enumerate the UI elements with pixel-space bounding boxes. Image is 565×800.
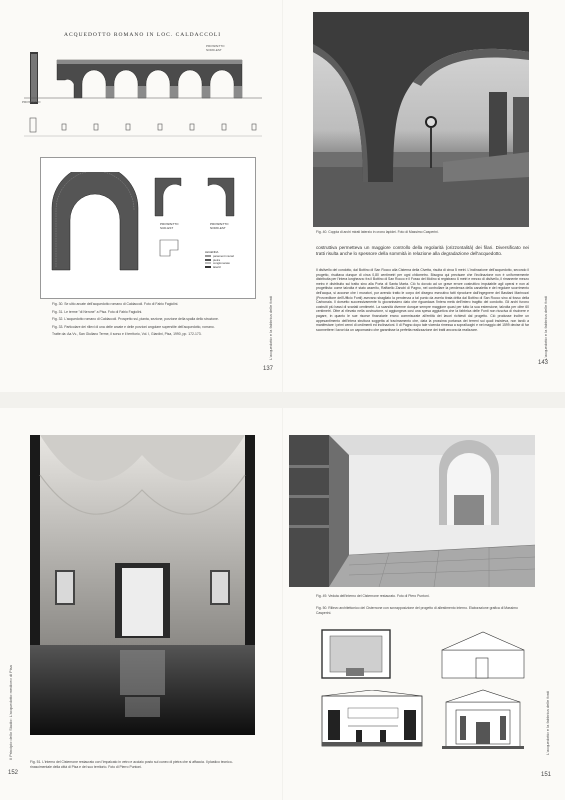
- cisternone-plan-drawing: [318, 626, 398, 682]
- detail-elevation-sud-est: [153, 172, 183, 217]
- elevation-label-a: PROSPETTO: [206, 44, 225, 48]
- page-number-137: 137: [263, 366, 274, 372]
- detail-label-1: PROSPETTO: [160, 222, 179, 226]
- cisternone-section-drawing: [318, 690, 428, 752]
- arch-section-drawing: [46, 172, 144, 272]
- caption-fig-30: Fig. 30. Se ultio arcate dell'acquedotto romano di Caldaccoli. Foto di Fabio Fagiolini.: [52, 302, 179, 306]
- legend-item: laterizi: [205, 266, 234, 270]
- lead-paragraph: costruttiva permetteva un maggiore controllo della regolarità (orizzontalità) dei filari. Diversificato nei tratti risulta anche lo spessore della sommità in relazione alla degradazione dell'acquedotto.: [316, 245, 529, 256]
- caption-fig-50: Fig. 50. Rilievo architettonico del Cisternone con sovrapposizione del progetto di allestimento interno. Elaborazione grafica di Massimo Casperini.: [316, 606, 518, 615]
- caption-list: [52, 302, 262, 337]
- legend-title: LEGENDA: [205, 250, 219, 254]
- detail-elevation-nord-est: [206, 172, 236, 217]
- caption-fig-33: Fig. 33. Particolare dei rilievi di una delle arcate e delle porzioni angolare superstite dell'acquedotto, romano.: [52, 324, 215, 329]
- page-number-143: 143: [538, 360, 549, 366]
- drawing-title: ACQUEDOTTO ROMANO IN LOC. CALDACCOLI: [64, 32, 222, 38]
- cisternone-restored-photo: [289, 435, 535, 587]
- caption-fig-51: Fig. 51. L'interno del Cisternone restaurato con l'impalcato in vetro e acciaio posto sul cuneo di pietra che si affaccia. Il plastico tecnico-rinascimentale della città di Pisa e del suo territorio. Foto di Pierro Puntoni.: [30, 760, 233, 769]
- caption-fig-32: Fig. 32. L'acquedotto romano di Caldaccoli. Prospetto ssl, pianta, sezione, porzione della spalla dello struzione.: [52, 317, 219, 322]
- legend: [205, 251, 234, 270]
- caption-source: Tratte da: Aa.Vv., San Giuliano Terme, il sorso e il territorio, Vol. I, Giardini, Pisa, 1990, pp. 172-173.: [52, 332, 202, 337]
- sidebar-title-143: L'acquedotto e la fabbrica delle fonti: [543, 296, 548, 360]
- sidebar-title-152: Il Principio dello Studio: L'acquedotto mediceo di Pisa: [8, 665, 13, 760]
- legend-item: paramenti murari: [205, 255, 234, 259]
- left-elevation-label: PROSPETTO: [22, 100, 41, 104]
- detail-label-4: NORD-EST: [210, 226, 226, 230]
- legend-item: conglomerato: [205, 262, 234, 266]
- page-number-152: 152: [8, 770, 19, 776]
- site-plan-drawing: [158, 238, 180, 258]
- cisternone-interior-photo: [30, 435, 255, 735]
- cisternone-front-elevation: [438, 688, 528, 752]
- detail-label-2: SUD-EST: [160, 226, 174, 230]
- sidebar-title-137: L'acquedotto e la fabbrica delle fonti: [268, 296, 273, 360]
- aqueduct-elevation-drawing: [22, 40, 272, 150]
- page-number-151: 151: [541, 772, 552, 778]
- elevation-label-b: NORD-EST: [206, 48, 222, 52]
- cisternone-side-elevation: [438, 628, 528, 680]
- aqueduct-arch-photo: [313, 12, 529, 227]
- sidebar-title-151: L'acquedotto e la fabbrica delle fonti: [545, 691, 550, 755]
- caption-fig-49: Fig. 49. Veduta dell'interno del Cisternone restaurato. Foto di Piero Puntoni.: [316, 594, 430, 598]
- legend-item: pietra: [205, 259, 234, 263]
- detail-label-3: PROSPETTO: [210, 222, 229, 226]
- photo-caption-fig-40: Fig. 40. Coppia di archi mirati laterzio in crono lapidei. Foto di Massimo Casperini.: [316, 230, 439, 234]
- body-text-143: Il dislivello del condotto, dal Bottino di San Rocco alla Cisterna della Civetta, risulta di circa 5 metri. L'inclinazione dell'acquedotto, secondo il progetto, risultava dunque di circa 0,80 centimetri per ogni chilometro. Bisogna qui precisare che l'inclinazione non è uniformemente distribuita per l'intera lunghezza: fra il Bottino di San Rocco e il Fosso del Molino si registrano 6 metri e mezzo di dislivello, il rimanente mezzo metro è distribuito sul tratto sino alla Porta di Santa Marta. Ciò fu dovuto ad un grave errore costruttivo imputabile agli operai e non al progettista: come talvolta è stato asserito, Raffaello Zanobi di Pagno, nel controllare la pendenza della canaletta e del regolare scorrimento dell'acqua, si accorse che i muratori, pur avendo tratto le corpo del disegno esecutivo fatti riprodurre dall'ingegnere del Bastiani Marinozzi (Provveditore dell'Ufficio Fonti) avevano sbagliato la pendenza a tal punto da averla tirata dritta dal Bottino di San Rocco sino al fosso della Carbonaia. Il dorsetto successivamente fu giovanissimo dato che riguardava l'intera metà dell'intero tragitto del condotto. Gli archi furono costruiti più bassi di svariati centimetri. La scarsità divenne dunque sempre maggiore quasi per tutto la sua estensione, talvolta per oltre 60 centimetri. Oltre al rilevato nella costruzione, si aggiungeva così una spesa aggiuntiva che la fabbrica delle Fonti non riusciva di risolvere e pagare, in quanto le sue risorse finanziarie erano commisurate all'entità dei lavori richiesti dal progetto. Ciò produsse inoltre un appesantimento dell'intera struttura soggetta al tracimamento che, data la prossima portanza dei terreni sui quali insisteva, non tardò a manifestare i primi cenni di cedimenti ed inclinazioni. Il di Pagno dopo tale vicenda rimessa a sopralluoghi e nel maggio del 1599 decise di far sconnettere i lavori da un capomastro che garantisse la perfetta realizzazione dei tratti ancora da realizzare.: [316, 268, 529, 332]
- caption-fig-31: Fig. 31. Le terme "di Nerone" a Pisa. Foto di Fabio Fagiolini.: [52, 309, 143, 314]
